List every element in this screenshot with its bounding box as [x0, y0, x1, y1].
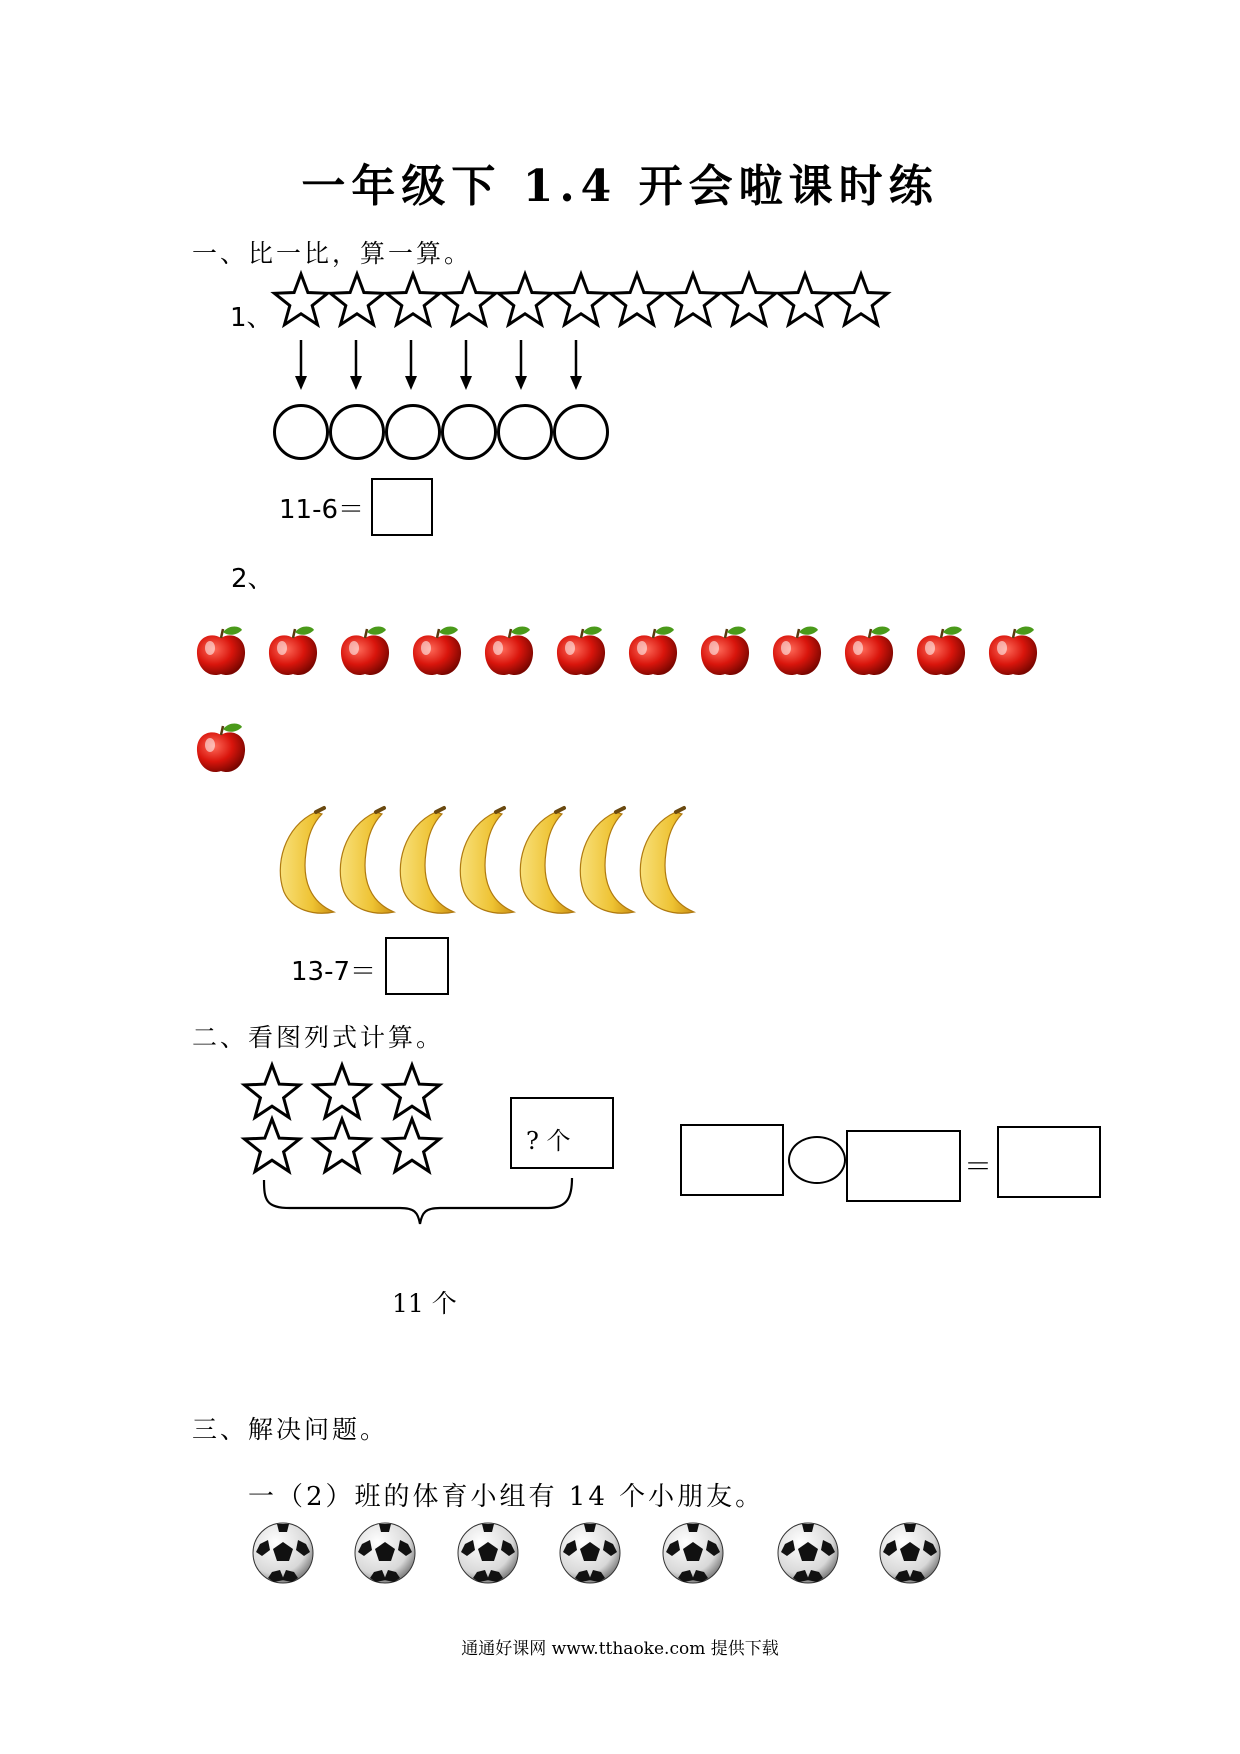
question-2-label: 2、 [231, 564, 274, 594]
problem-statement: 一（2）班的体育小组有 14 个小朋友。 [248, 1482, 765, 1512]
question-1-label: 1、 [230, 303, 273, 333]
equation-box-1[interactable] [680, 1124, 784, 1196]
soccer-ball-icon [660, 1520, 726, 1590]
footer: 通通好课网 www.tthaoke.com 提供下载 [461, 1639, 779, 1659]
equation-result-box[interactable] [997, 1126, 1101, 1198]
section-1-heading: 一、比一比，算一算。 [192, 239, 473, 268]
equation-1: 11-6＝ [279, 495, 365, 525]
page-title: 一年级下 1.4 开会啦课时练 [301, 161, 939, 212]
section-3-heading: 三、解决问题。 [192, 1415, 389, 1444]
equation-box-2[interactable] [846, 1130, 961, 1202]
equation-2: 13-7＝ [291, 957, 377, 987]
soccer-ball-icon [557, 1520, 623, 1590]
total-count-label: 11 个 [392, 1289, 457, 1318]
soccer-ball-icon [250, 1520, 316, 1590]
soccer-ball-icon [455, 1520, 521, 1590]
unknown-count-label: ? 个 [526, 1127, 571, 1155]
soccer-ball-icon [877, 1520, 943, 1590]
section-2-heading: 二、看图列式计算。 [192, 1023, 445, 1052]
soccer-ball-icon [352, 1520, 418, 1590]
soccer-ball-icon [775, 1520, 841, 1590]
equals-sign: ＝ [964, 1150, 993, 1183]
operator-oval[interactable] [788, 1136, 846, 1184]
